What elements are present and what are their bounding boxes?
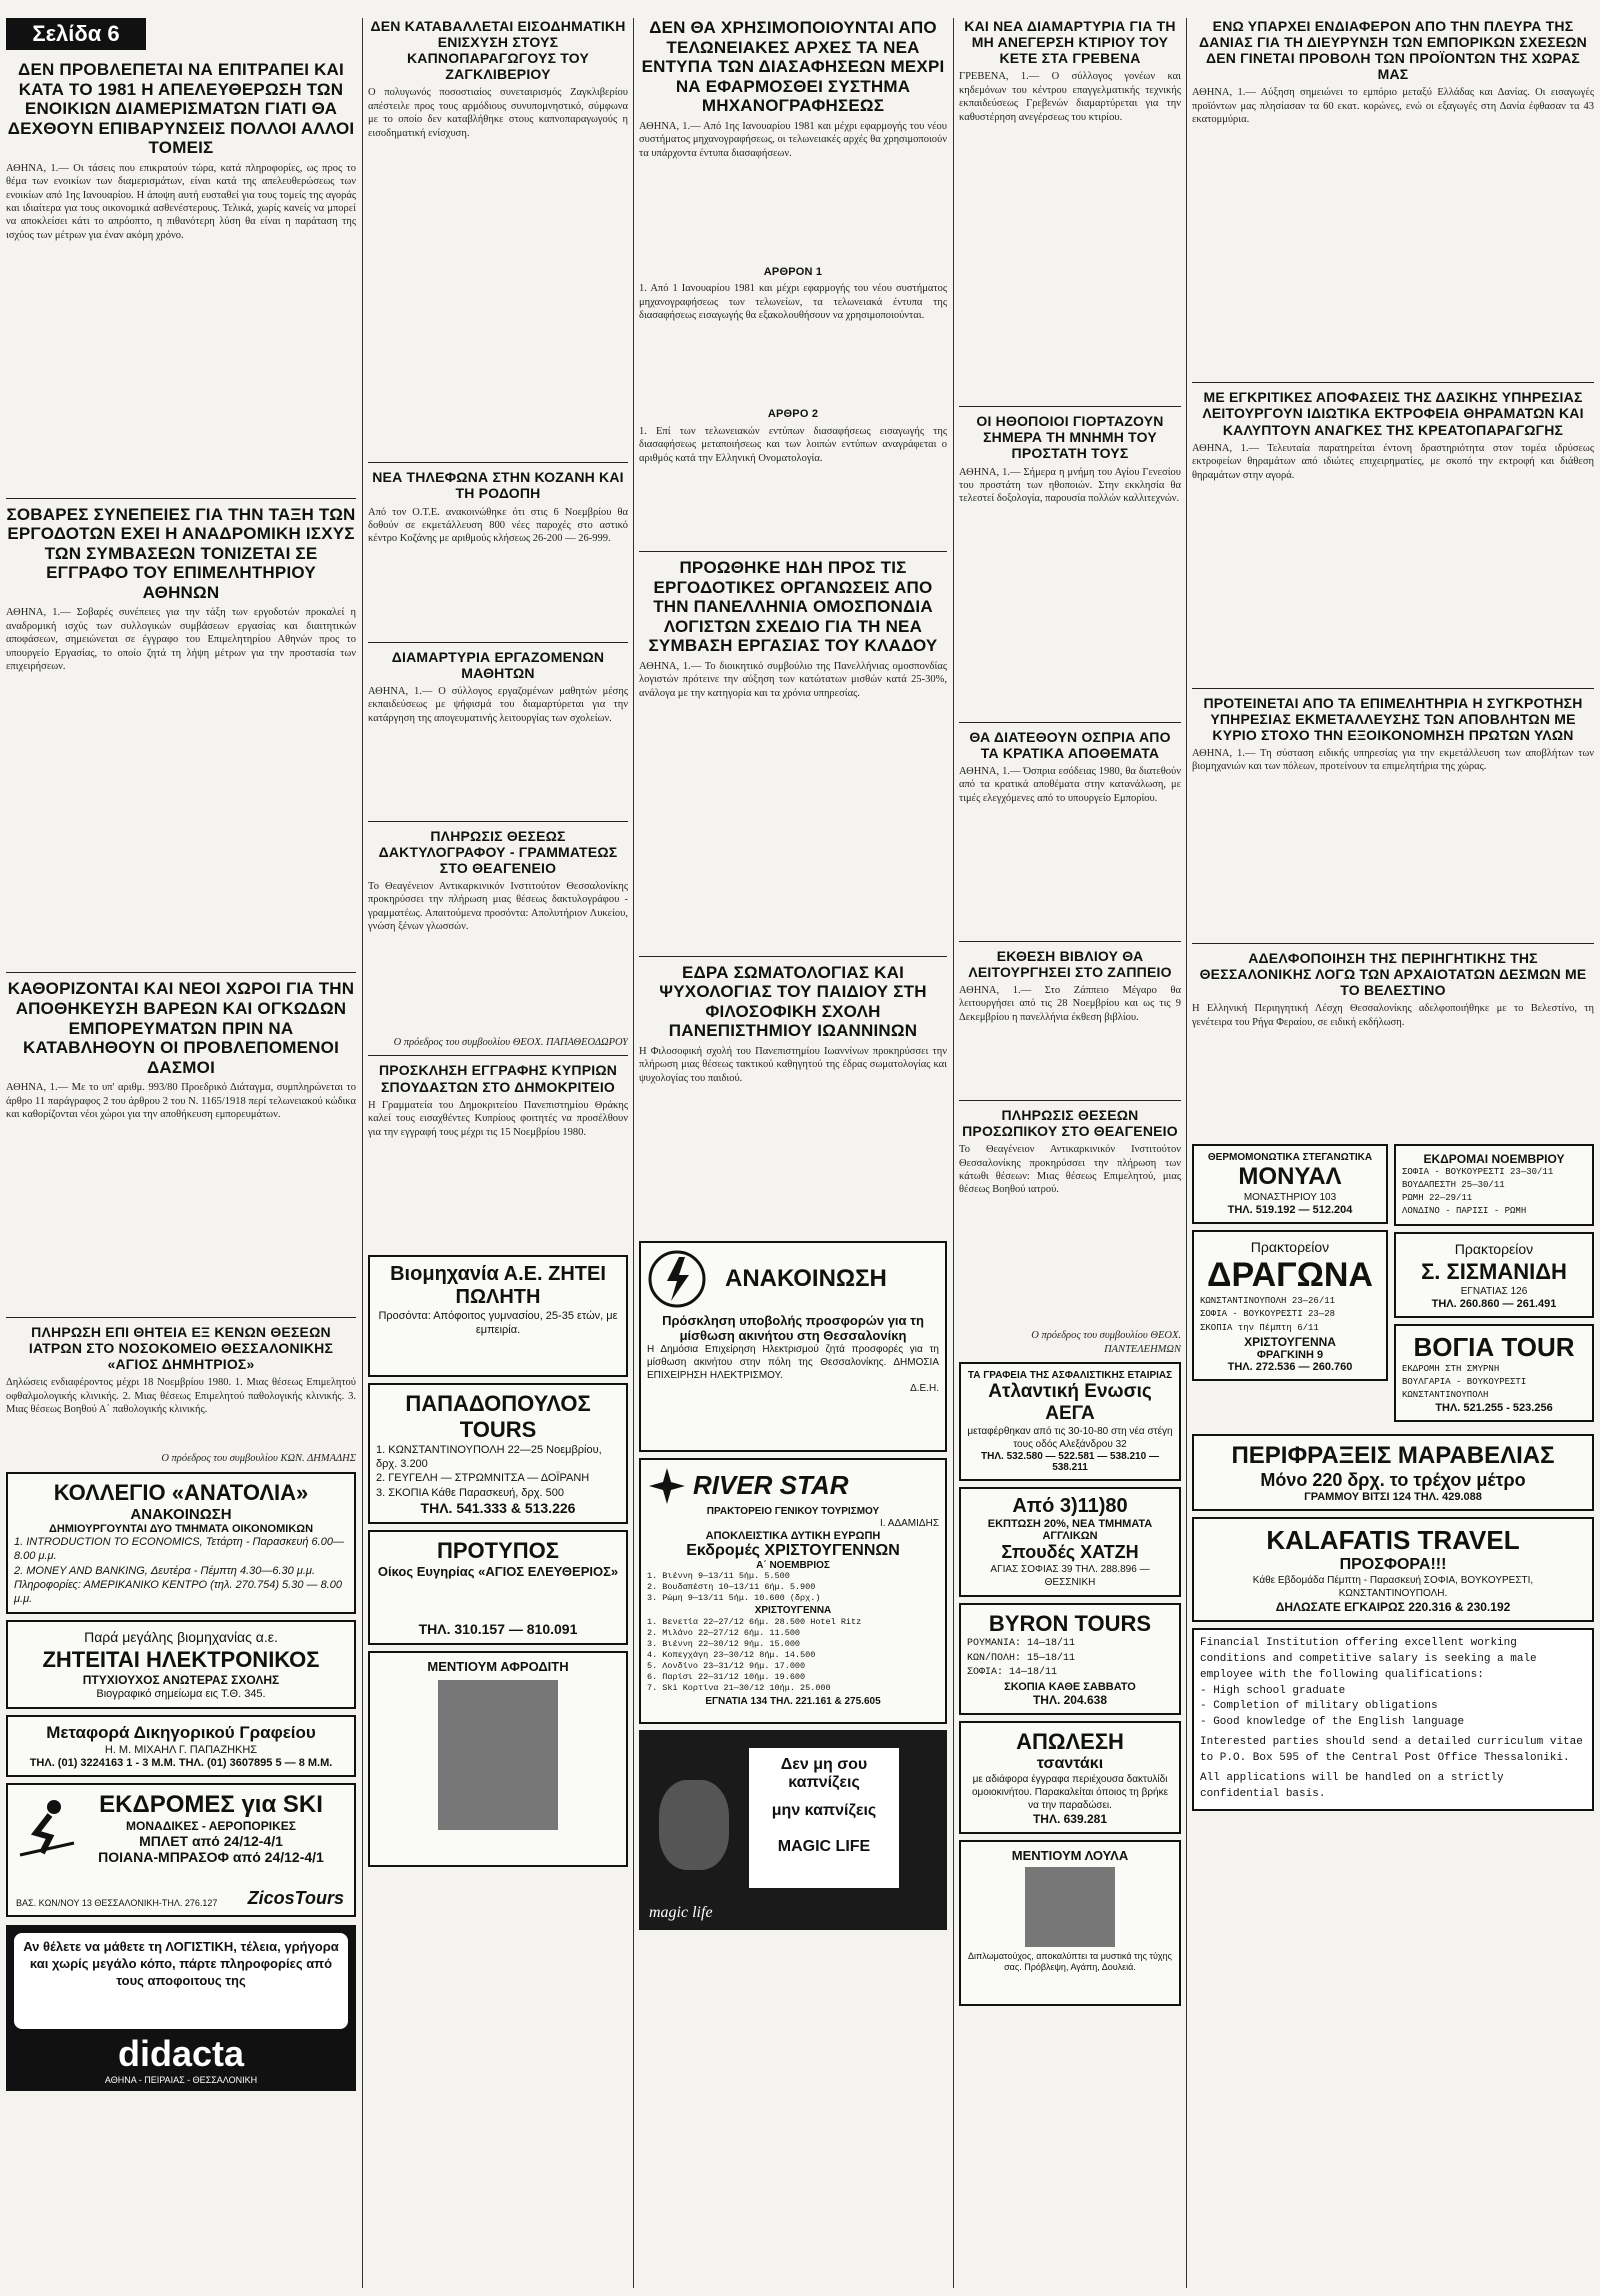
ad-subtitle: ΠΡΟΣΦΟΡΑ!!! bbox=[1339, 1555, 1447, 1573]
ad-subtitle: Πρόσκληση υποβολής προσφορών για τη μίσθωση ακινήτου στη Θεσσαλονίκη bbox=[662, 1312, 924, 1343]
ad-title: ΕΚΔΡΟΜΕΣ για SKI bbox=[99, 1791, 323, 1819]
ad-line: 2. MONEY AND BANKING, Δευτέρα - Πέμπτη 4.30—6.30 μ.μ. bbox=[14, 1564, 315, 1577]
star-icon bbox=[647, 1466, 687, 1506]
ad-header bbox=[647, 1466, 939, 1506]
ad-sismanidi bbox=[1394, 1232, 1594, 1317]
ad-text: Προσόντα: Απόφοιτος γυμνασίου, 25-35 ετών, με εμπειρία. bbox=[378, 1309, 618, 1336]
ad-title: ΚΟΛΛΕΓΙΟ «ΑΝΑΤΟΛΙΑ» bbox=[53, 1479, 309, 1505]
article-body: ΑΘΗΝΑ, 1.— Το διοικητικό συμβούλιο της Πανελλήνιας ομοσπονδίας λογιστών πρότεινε την αύξηση των κατώτατων μισθών κατά 25-30%, ανάλογα με την κατηγορία και τα χρόνια υπηρεσίας. bbox=[639, 660, 947, 699]
signature: Ο πρόεδρος του συμβουλίου ΘΕΟΧ. ΠΑΝΤΕΛΕΗΜΩΝ bbox=[1031, 1330, 1181, 1355]
ad-financial-institution bbox=[1192, 1628, 1594, 1811]
signature: Ο πρόεδρος του συμβουλίου ΚΩΝ. ΔΗΜΑΔΗΣ bbox=[161, 1453, 356, 1465]
ad-phone: ΤΗΛ. 310.157 — 810.091 bbox=[418, 1620, 578, 1637]
ad-brand: didacta bbox=[117, 2033, 245, 2075]
ad-address: ΕΓΝΑΤΙΑΣ 126 bbox=[1460, 1285, 1528, 1297]
ad-address: ΜΟΝΑΣΤΗΡΙΟΥ 103 bbox=[1243, 1192, 1337, 1204]
ad-line: - High school graduate bbox=[1200, 1684, 1346, 1697]
divider bbox=[959, 941, 1181, 942]
ad-title: ΠΕΡΙΦΡΑΞΕΙΣ ΜΑΡΑΒΕΛΙΑΣ bbox=[1231, 1441, 1555, 1469]
ad-heading: ΑΠΟΚΛΕΙΣΤΙΚΑ ΔΥΤΙΚΗ ΕΥΡΩΠΗ bbox=[705, 1529, 881, 1542]
ad-subtitle: τσαντάκι bbox=[1036, 1754, 1104, 1772]
divider bbox=[1192, 382, 1594, 383]
ad-line: ΚΩΝ/ΠΟΛΗ: 15—18/11 bbox=[967, 1652, 1076, 1664]
ad-title: ΖΗΤΕΙΤΑΙ ΗΛΕΚΤΡΟΝΙΚΟΣ bbox=[42, 1646, 320, 1672]
headline: ΚΑΙ ΝΕΑ ΔΙΑΜΑΡΤΥΡΙΑ ΓΙΑ ΤΗ ΜΗ ΑΝΕΓΕΡΣΗ ΚΤΙΡΙΟΥ ΤΟΥ ΚΕΤΕ ΣΤΑ ΓΡΕΒΕΝΑ bbox=[964, 18, 1176, 67]
ad-nursing-home bbox=[368, 1530, 628, 1645]
ad-line: ΡΩΜΗ 22—29/11 bbox=[1402, 1193, 1473, 1204]
ad-line: 7. Ski Κορτίνα 21—30/12 10ήμ. 25.000 bbox=[647, 1683, 831, 1694]
ad-monyal bbox=[1192, 1144, 1388, 1224]
ad-text: Διπλωματούχος, αποκαλύπτει τα μυστικά της τύχης σας. Πρόβλεψη, Αγάπη, Δουλειά. bbox=[968, 1950, 1172, 1973]
ad-title: Σ. ΣΙΣΜΑΝΙΔΗ bbox=[1421, 1258, 1567, 1284]
ad-line: ΒΟΥΔΑΠΕΣΤΗ 25—30/11 bbox=[1402, 1180, 1505, 1191]
headline: ΕΚΘΕΣΗ ΒΙΒΛΙΟΥ ΘΑ ΛΕΙΤΟΥΡΓΗΣΕΙ ΣΤΟ ΖΑΠΠΕΙΟ bbox=[968, 947, 1172, 980]
divider bbox=[1192, 943, 1594, 944]
ad-subtitle: ΑΝΑΚΟΙΝΩΣΗ bbox=[130, 1505, 232, 1523]
column-3 bbox=[639, 18, 947, 2288]
ad-text: μεταφέρθηκαν από τις 30-10-80 στη νέα στέγη τους οδός Αλεξάνδρου 32 bbox=[967, 1426, 1173, 1450]
divider bbox=[6, 972, 356, 973]
headline: ΔΙΑΜΑΡΤΥΡΙΑ ΕΡΓΑΖΟΜΕΝΩΝ ΜΑΘΗΤΩΝ bbox=[391, 648, 605, 681]
ad-didacta bbox=[6, 1925, 356, 2091]
headline: ΘΑ ΔΙΑΤΕΘΟΥΝ ΟΣΠΡΙΑ ΑΠΟ ΤΑ ΚΡΑΤΙΚΑ ΑΠΟΘΕΜΑΤΑ bbox=[969, 728, 1171, 761]
headline: ΠΡΟΩΘΗΚΕ ΗΔΗ ΠΡΟΣ ΤΙΣ ΕΡΓΟΔΟΤΙΚΕΣ ΟΡΓΑΝΩΣΕΙΣ ΑΠΟ ΤΗΝ ΠΑΝΕΛΛΗΝΙΑ ΟΜΟΣΠΟΝΔΙΑ ΛΟΓΙΣΤΩΝ ΣΧΕΔΙΟ ΓΙΑ ΤΗ ΝΕΑ ΣΥΜΒΑΣΗ ΕΡΓΑΣΙΑΣ ΤΟΥ ΚΛΑΔΟΥ bbox=[648, 558, 938, 656]
ad-line: 2. Μιλάνο 22—27/12 6ήμ. 11.500 bbox=[647, 1628, 801, 1639]
ad-lost-purse bbox=[959, 1721, 1181, 1834]
ad-ski-trips bbox=[6, 1783, 356, 1917]
article-body: Η Γραμματεία του Δημοκριτείου Πανεπιστημίου Θράκης καλεί τους εισαχθέντες Κυπρίους φοιτητές να προσέλθουν για την εγγραφή τους μέχρι τις 15 Νοεμβρίου 1980. bbox=[368, 1099, 628, 1138]
ad-dei-announcement bbox=[639, 1241, 947, 1452]
ad-line: ΠΟΙΑΝΑ-ΜΠΡΑΣΟΦ από 24/12-4/1 bbox=[98, 1849, 324, 1866]
ad-industry-salesman bbox=[368, 1255, 628, 1377]
ad-line: Πληροφορίες: ΑΜΕΡΙΚΑΝΙΚΟ ΚΕΝΤΡΟ (τηλ. 270.754) 5.30 — 8.00 μ.μ. bbox=[14, 1578, 342, 1606]
ad-text: All applications will be handled on a strictly confidential basis. bbox=[1200, 1772, 1504, 1801]
ad-line: 3. Ρώμη 9—13/11 5ήμ. 10.600 (δρχ.) bbox=[647, 1593, 821, 1604]
ad-col-left bbox=[1192, 1138, 1388, 1428]
divider bbox=[959, 722, 1181, 723]
ad-footer: magic life bbox=[649, 1903, 713, 1921]
article-body: ΑΘΗΝΑ, 1.— Τη σύσταση ειδικής υπηρεσίας για την εκμετάλλευση των αποβλήτων των βιομηχανιών και των πόλεων, προτείνουν τα επιμελητήρια της χώρας. bbox=[1192, 747, 1594, 773]
ad-kalafatis-travel bbox=[1192, 1517, 1594, 1622]
ad-phone: ΓΡΑΜΜΟΥ ΒΙΤΣΙ 124 ΤΗΛ. 429.088 bbox=[1304, 1490, 1482, 1503]
headline: ΣΟΒΑΡΕΣ ΣΥΝΕΠΕΙΕΣ ΓΙΑ ΤΗΝ ΤΑΞΗ ΤΩΝ ΕΡΓΟΔΟΤΩΝ ΕΧΕΙ Η ΑΝΑΔΡΟΜΙΚΗ ΙΣΧΥΣ ΤΩΝ ΣΥΜΒΑΣΕΩΝ ΤΟΝΙΖΕΤΑΙ ΣΕ ΕΓΓΡΑΦΟ ΤΟΥ ΕΠΙΜΕΛΗΤΗΡΙΟΥ ΑΘΗΝΩΝ bbox=[6, 504, 356, 602]
ad-cities: ΑΘΗΝΑ - ΠΕΙΡΑΙΑΣ - ΘΕΣΣΑΛΟΝΙΚΗ bbox=[104, 2075, 258, 2086]
ad-title: ΑΠΩΛΕΣΗ bbox=[1016, 1728, 1124, 1754]
ad-line: ΣΟΦΙΑ: 14—18/11 bbox=[967, 1667, 1058, 1678]
ad-brand: Σπουδές ΧΑΤΖΗ bbox=[1001, 1542, 1139, 1562]
article-heading: ΑΡΘΡΟΝ 1 bbox=[763, 265, 823, 278]
article-body: ΑΘΗΝΑ, 1.— Σοβαρές συνέπειες για την τάξη των εργοδοτών προκαλεί η αναδρομική ισχύς των συλλογικών συμβάσεων εργασίας και διαιτητικών αποφάσεων, σημειώνεται σε έγγραφο του Επιμελητηρίου Αθηνών προς το υπουργείο Εργασίας, το οποίο ζητά τη λήψη μέτρων για την προστασία των επιχειρήσεων. bbox=[6, 607, 356, 673]
ad-address: ΦΡΑΓΚΙΝΗ 9 bbox=[1256, 1348, 1324, 1361]
ad-line: 6. Παρίσι 22—31/12 10ήμ. 19.600 bbox=[647, 1672, 806, 1683]
ad-signature: Δ.Ε.Η. bbox=[910, 1382, 939, 1394]
ad-phone: ΤΗΛ. 639.281 bbox=[1032, 1811, 1108, 1826]
divider bbox=[6, 498, 356, 499]
headline: ΕΝΩ ΥΠΑΡΧΕΙ ΕΝΔΙΑΦΕΡΟΝ ΑΠΟ ΤΗΝ ΠΛΕΥΡΑ ΤΗΣ ΔΑΝΙΑΣ ΓΙΑ ΤΗ ΔΙΕΥΡΥΝΣΗ ΤΩΝ ΕΜΠΟΡΙΚΩΝ ΣΧΕΣΕΩΝ ΔΕΝ ΓΙΝΕΤΑΙ ΠΡΟΒΟΛΗ ΤΩΝ ΠΡΟΪΟΝΤΩΝ ΤΗΣ ΧΩΡΑΣ ΜΑΣ bbox=[1199, 18, 1587, 83]
ad-list bbox=[647, 1571, 939, 1694]
ad-phone: ΔΗΛΩΣΑΤΕ ΕΓΚΑΙΡΩΣ 220.316 & 230.192 bbox=[1275, 1599, 1511, 1614]
ad-line: ΣΚΟΠΙΑ ΚΑΘΕ ΣΑΒΒΑΤΟ bbox=[1004, 1680, 1136, 1693]
column-rule bbox=[953, 18, 954, 2288]
column-rule bbox=[633, 18, 634, 2288]
ad-subtitle: Οίκος Ευγηρίας «ΑΓΙΟΣ ΕΛΕΥΘΕΡΙΟΣ» bbox=[377, 1563, 619, 1579]
ad-pretitle: Πρακτορείον bbox=[1250, 1239, 1330, 1256]
ad-november-trips bbox=[1394, 1144, 1594, 1226]
headline: ΠΛΗΡΩΣΗ ΕΠΙ ΘΗΤΕΙΑ ΕΞ ΚΕΝΩΝ ΘΕΣΕΩΝ ΙΑΤΡΩΝ ΣΤΟ ΝΟΣΟΚΟΜΕΙΟ ΘΕΣΣΑΛΟΝΙΚΗΣ «ΑΓΙΟΣ ΔΗΜΗΤΡΙΟΣ» bbox=[28, 1324, 334, 1373]
ad-text: Κάθε Εβδομάδα Πέμπτη - Παρασκευή ΣΟΦΙΑ, ΒΟΥΚΟΥΡΕΣΤΙ, ΚΩΝΣΤΑΝΤΙΝΟΥΠΟΛΗ. bbox=[1252, 1574, 1534, 1599]
ad-law-office bbox=[6, 1715, 356, 1777]
article-heading: ΑΡΘΡΟ 2 bbox=[767, 408, 819, 421]
article-body: ΑΘΗΝΑ, 1.— Αύξηση σημειώνει το εμπόριο μεταξύ Ελλάδας και Δανίας. Οι εισαγωγές προϊόντων μας πλησίασαν τα 60 εκατ. κορώνες, ενώ οι εξαγωγές στη Δανία έφθασαν τα 43 εκατομμύρια. bbox=[1192, 87, 1594, 126]
divider bbox=[368, 1055, 628, 1056]
column-1 bbox=[6, 60, 356, 2290]
divider bbox=[959, 1100, 1181, 1101]
article-body: ΑΘΗΝΑ, 1.— Με το υπ' αριθμ. 993/80 Προεδρικό Διάταγμα, συμπληρώνεται το άρθρο 11 παράγραφος 2 του άρθρου 2 του Ν. 1165/1918 περί τελωνειακού κώδικα και καθορίζονται νέοι χώροι για την αποθήκευση εμπορευμάτων. bbox=[6, 1082, 356, 1121]
headline: ΔΕΝ ΘΑ ΧΡΗΣΙΜΟΠΟΙΟΥΝΤΑΙ ΑΠΟ ΤΕΛΩΝΕΙΑΚΕΣ ΑΡΧΕΣ ΤΑ ΝΕΑ ΕΝΤΥΠΑ ΤΩΝ ΔΙΑΣΑΦΗΣΕΩΝ ΜΕΧΡΙ ΝΑ ΕΦΑΡΜΟΣΘΕΙ ΣΥΣΤΗΜΑ ΜΗΧΑΝΟΓΡΑΦΗΣΕΩΣ bbox=[641, 18, 945, 116]
ad-line: 1. INTRODUCTION TO ECONOMICS, Τετάρτη - Παρασκευή 6.00—8.00 μ.μ. bbox=[14, 1535, 344, 1563]
ad-pretitle: ΘΕΡΜΟΜΟΝΩΤΙΚΑ ΣΤΕΓΑΝΩΤΙΚΑ bbox=[1207, 1152, 1373, 1164]
ad-title: ΑΝΑΚΟΙΝΩΣΗ bbox=[725, 1264, 887, 1292]
headline: ΚΑΘΟΡΙΖΟΝΤΑΙ ΚΑΙ ΝΕΟΙ ΧΩΡΟΙ ΓΙΑ ΤΗΝ ΑΠΟΘΗΚΕΥΣΗ ΒΑΡΕΩΝ ΚΑΙ ΟΓΚΩΔΩΝ ΕΜΠΟΡΕΥΜΑΤΩΝ ΠΡΙΝ ΝΑ ΚΑΤΑΒΛΗΘΟΥΝ ΟΙ ΠΡΟΒΛΕΠΟΜΕΝΟΙ ΔΑΣΜΟΙ bbox=[7, 979, 355, 1077]
ad-line: 2. Βουδαπέστη 10—13/11 6ήμ. 5.900 bbox=[647, 1581, 816, 1592]
ad-title: Βιομηχανία Α.Ε. ΖΗΤΕΙ ΠΩΛΗΤΗ bbox=[390, 1262, 606, 1308]
ad-vogia-tour bbox=[1394, 1324, 1594, 1422]
ad-atlantiki-enosis bbox=[959, 1362, 1181, 1481]
column-5 bbox=[1192, 18, 1594, 2288]
article-body: ΑΘΗΝΑ, 1.— Τελευταία παρατηρείται έντονη δραστηριότητα στον τομέα ιδρύσεως εκτροφείων θηραμάτων από ιδιώτες επιχειρηματίες, με σκοπό την εκτροφή και διάθεση θηραμάτων στην αγορά. bbox=[1192, 442, 1594, 481]
ad-anatolia bbox=[6, 1472, 356, 1614]
portrait-photo bbox=[438, 1680, 558, 1830]
headline: ΠΛΗΡΩΣΙΣ ΘΕΣΕΩΝ ΠΡΟΣΩΠΙΚΟΥ ΣΤΟ ΘΕΑΓΕΝΕΙΟ bbox=[962, 1106, 1178, 1140]
ad-line: ΣΚΟΠΙΑ την Πέμπτη 6/11 bbox=[1200, 1322, 1319, 1333]
ad-line: ΕΚΔΡΟΜΗ ΣΤΗ ΣΜΥΡΝΗ bbox=[1402, 1363, 1500, 1374]
ad-line: μην καπνίζεις bbox=[771, 1801, 877, 1819]
figure-image bbox=[659, 1780, 729, 1870]
ad-subtitle: ΠΡΑΚΤΟΡΕΙΟ ΓΕΝΙΚΟΥ ΤΟΥΡΙΣΜΟΥ bbox=[706, 1505, 880, 1517]
page-number-label: Σελίδα 6 bbox=[6, 18, 146, 50]
article-body: Το Θεαγένειον Αντικαρκινικόν Ινστιτούτον Θεσσαλονίκης προκηρύσσει την πλήρωση μιας θέσεως δακτυλογράφου - γραμματέως. Απαιτούμενα προσόντα: Απολυτήριον Λυκείου, γνώση ξένων γλωσσών. bbox=[368, 881, 628, 933]
ad-phone: ΤΗΛ. 541.333 & 513.226 bbox=[420, 1499, 576, 1516]
ad-header bbox=[647, 1249, 939, 1309]
divider bbox=[1192, 688, 1594, 689]
divider bbox=[368, 821, 628, 822]
ad-line: ΣΟΦΙΑ - ΒΟΥΚΟΥΡΕΣΤΙ 23—28 bbox=[1200, 1309, 1336, 1320]
ad-text: με αδιάφορα έγγραφα περιέχουσα δακτυλίδι ομοιοκινήτου. Παρακαλείται όποιος τη βρήκε να την παραδώσει. bbox=[971, 1773, 1169, 1811]
article-body: ΓΡΕΒΕΝΑ, 1.— Ο σύλλογος γονέων και κηδεμόνων του κέντρου επαγγελματικής τεχνικής εκπαιδεύσεως Γρεβενών διαμαρτύρεται για την καθυστέρηση ανεγέρσεως του κτιρίου. bbox=[959, 71, 1181, 123]
headline: ΠΡΟΣΚΛΗΣΗ ΕΓΓΡΑΦΗΣ ΚΥΠΡΙΩΝ ΣΠΟΥΔΑΣΤΩΝ ΣΤΟ ΔΗΜΟΚΡΙΤΕΙΟ bbox=[378, 1062, 618, 1095]
ad-owner: Ι. ΑΔΑΜΙΔΗΣ bbox=[880, 1517, 939, 1529]
ad-pretitle: Παρά μεγάλης βιομηχανίας α.ε. bbox=[84, 1629, 278, 1646]
ad-text: Αν θέλετε να μάθετε τη ΛΟΓΙΣΤΙΚΗ, τέλεια, γρήγορα και χωρίς μεγάλο κόπο, πάρτε πληροφορίες από τους αποφοιτους της bbox=[23, 1939, 339, 1988]
ad-subtitle: Μόνο 220 δρχ. το τρέχον μέτρο bbox=[1260, 1469, 1526, 1490]
ad-line: 1. Βιέννη 9—13/11 5ήμ. 5.500 bbox=[647, 1570, 790, 1581]
headline: ΟΙ ΗΘΟΠΟΙΟΙ ΓΙΟΡΤΑΖΟΥΝ ΣΗΜΕΡΑ ΤΗ ΜΝΗΜΗ ΤΟΥ ΠΡΟΣΤΑΤΗ ΤΟΥΣ bbox=[976, 413, 1164, 462]
article-body: ΑΘΗΝΑ, 1.— Όσπρια εσόδειας 1980, θα διατεθούν από τα κρατικά αποθέματα στην κατανάλωση, με τιμές ελεγχόμενες από το υπουργείο Εμπορίου. bbox=[959, 765, 1181, 804]
article-body: 1. Από 1 Ιανουαρίου 1981 και μέχρι εφαρμογής του νέου συστήματος μηχανογραφήσεως των τελωνείων, τα τελωνειακά έντυπα της διασαφήσεως εισαγωγής θα εξακολουθήσουν να χρησιμοποιούνται. bbox=[639, 283, 947, 322]
ad-river-star bbox=[639, 1458, 947, 1724]
article-body: Δηλώσεις ενδιαφέροντος μέχρι 18 Νοεμβρίου 1980. 1. Μιας θέσεως Επιμελητού οφθαλμολογικής κλινικής. 2. Μιας θέσεως Επιμελητού παθολογικής κλινικής. 3. Μιας θέσεως Βοηθού Α΄ παθολογικής κλινικής. bbox=[6, 1377, 356, 1416]
dei-logo-icon bbox=[647, 1249, 707, 1309]
ad-line: Δεν μη σου καπνίζεις bbox=[780, 1755, 868, 1791]
column-rule bbox=[1186, 18, 1187, 2288]
article-body: Το Θεαγένειον Αντικαρκινικόν Ινστιτούτον Θεσσαλονίκης προκηρύσσει την πλήρωση των κάτωθι θέσεων: Μιας θέσεως Επιμελητού, μιας θέσεως Βοηθού ιατρού. bbox=[959, 1144, 1181, 1196]
ad-brand: MAGIC LIFE bbox=[777, 1837, 871, 1855]
ad-brand: Ατλαντική Ενωσις ΑΕΓΑ bbox=[988, 1381, 1152, 1424]
portrait-photo bbox=[1025, 1867, 1115, 1947]
article-body: Ο πολυγωνός ποσοστιαίος συνεταιρισμός Ζαγκλιβερίου απέστειλε προς τους αρμόδιους συνυπομνηστικό, σύμφωνα με το οποίο δεν καταβλήθηκε στους καπνοπαραγωγούς η εισοδηματική ενίσχυση. bbox=[368, 87, 628, 139]
ad-text: Financial Institution offering excellent working conditions and competitive salary is seeking a male employee with the following qualifications: bbox=[1200, 1636, 1537, 1681]
ad-text: Interested parties should send a detailed curriculum vitae to P.O. Box 595 of the Central Post Office Thessaloniki. bbox=[1200, 1736, 1583, 1765]
headline: ΠΛΗΡΩΣΙΣ ΘΕΣΕΩΣ ΔΑΚΤΥΛΟΓΡΑΦΟΥ - ΓΡΑΜΜΑΤΕΩΣ ΣΤΟ ΘΕΑΓΕΝΕΙΟ bbox=[378, 827, 618, 876]
ad-phone: ΤΗΛ. 204.638 bbox=[1032, 1692, 1108, 1707]
ad-line: ΚΩΝΣΤΑΝΤΙΝΟΥΠΟΛΗ bbox=[1402, 1389, 1489, 1400]
ad-line: - Good knowledge of the English language bbox=[1200, 1716, 1465, 1729]
ad-electronics bbox=[6, 1620, 356, 1708]
headline: ΔΕΝ ΠΡΟΒΛΕΠΕΤΑΙ ΝΑ ΕΠΙΤΡΑΠΕΙ ΚΑΙ ΚΑΤΑ ΤΟ 1981 Η ΑΠΕΛΕΥΘΕΡΩΣΗ ΤΩΝ ΕΝΟΙΚΙΩΝ ΔΙΑΜΕΡΙΣΜΑΤΩΝ ΓΙΑΤΙ ΘΑ ΔΕΧΘΟΥΝ ΕΠΙΒΑΡΥΝΣΕΙΣ ΠΟΛΛΟΙ ΑΛΛΟΙ ΤΟΜΕΙΣ bbox=[7, 60, 355, 158]
ad-bubble bbox=[14, 1933, 348, 2029]
headline: ΜΕ ΕΓΚΡΙΤΙΚΕΣ ΑΠΟΦΑΣΕΙΣ ΤΗΣ ΔΑΣΙΚΗΣ ΥΠΗΡΕΣΙΑΣ ΛΕΙΤΟΥΡΓΟΥΝ ΙΔΙΩΤΙΚΑ ΕΚΤΡΟΦΕΙΑ ΘΗΡΑΜΑΤΩΝ ΚΑΙ ΚΑΛΥΠΤΟΥΝ ΑΝΑΓΚΕΣ ΤΗΣ ΚΡΕΑΤΟΠΑΡΑΓΩΓΗΣ bbox=[1202, 389, 1584, 438]
ad-title: Μεταφορά Δικηγορικού Γραφείου bbox=[46, 1722, 316, 1742]
ad-grid bbox=[1192, 1138, 1594, 1428]
ad-byron-tours bbox=[959, 1603, 1181, 1715]
ad-title: BYRON TOURS bbox=[988, 1611, 1152, 1636]
divider bbox=[368, 642, 628, 643]
ad-text: Η Δημόσια Επιχείρηση Ηλεκτρισμού ζητά προσφορές για τη μίσθωση ακινήτου στην πόλη της Θεσσαλονίκης. ΔΗΜΟΣΙΑ ΕΠΙΧΕΙΡΗΣΗ ΗΛΕΚΤΡΙΣΜΟΥ. bbox=[647, 1343, 939, 1381]
headline: ΕΔΡΑ ΣΩΜΑΤΟΛΟΓΙΑΣ ΚΑΙ ΨΥΧΟΛΟΓΙΑΣ ΤΟΥ ΠΑΙΔΙΟΥ ΣΤΗ ΦΙΛΟΣΟΦΙΚΗ ΣΧΟΛΗ ΠΑΝΕΠΙΣΤΗΜΙΟΥ ΙΩΑΝΝΙΝΩΝ bbox=[659, 962, 927, 1041]
ad-title: ΠΑΠΑΔΟΠΟΥΛΟΣ TOURS bbox=[405, 1390, 591, 1442]
ad-dragona bbox=[1192, 1230, 1388, 1380]
article-body: Από τον Ο.Τ.Ε. ανακοινώθηκε ότι στις 6 Νοεμβρίου θα δοθούν σε εκμετάλλευση 800 νέες παροχές στο αστικό κέντρο Κοζάνης με αριθμούς κλήσεως 26-200 — 26-999. bbox=[368, 506, 628, 545]
ad-title: Από 3)11)80 bbox=[1012, 1495, 1128, 1517]
ad-line: - Completion of military obligations bbox=[1200, 1700, 1438, 1713]
divider bbox=[368, 462, 628, 463]
ad-pretitle: ΤΑ ΓΡΑΦΕΙΑ ΤΗΣ ΑΣΦΑΛΙΣΤΙΚΗΣ ΕΤΑΙΡΙΑΣ bbox=[967, 1370, 1173, 1381]
ad-line: 2. ΓΕΥΓΕΛΗ — ΣΤΡΩΜΝΙΤΣΑ — ΔΟΪΡΑΝΗ bbox=[376, 1472, 590, 1485]
ad-line: ΣΟΦΙΑ - ΒΟΥΚΟΥΡΕΣΤΙ 23—30/11 bbox=[1402, 1167, 1554, 1178]
article-body: ΑΘΗΝΑ, 1.— Ο σύλλογος εργαζομένων μαθητών μέσης εκπαιδεύσεως με ψήφισμά του διαμαρτύρεται για την κατάργηση της απογευματινής λειτουργίας των σχολείων. bbox=[368, 685, 628, 724]
divider bbox=[959, 406, 1181, 407]
ad-spoudes-hatzi bbox=[959, 1487, 1181, 1597]
ad-name: Η. Μ. ΜΙΧΑΗΛ Γ. ΠΑΠΑΖΗΚΗΣ bbox=[104, 1743, 258, 1756]
ad-title: ΠΡΟΤΥΠΟΣ bbox=[437, 1537, 559, 1563]
ad-text: Βιογραφικό σημείωμα εις Τ.Θ. 345. bbox=[96, 1687, 266, 1700]
ad-address: ΕΓΝΑΤΙΑ 134 ΤΗΛ. 221.161 & 275.605 bbox=[705, 1696, 881, 1708]
ad-phone: ΤΗΛ. 519.192 — 512.204 bbox=[1227, 1204, 1353, 1217]
column-2 bbox=[368, 18, 628, 2288]
divider bbox=[6, 1317, 356, 1318]
ad-title: ΜΟΝΥΑΛ bbox=[1238, 1163, 1342, 1191]
ad-heading: ΧΡΙΣΤΟΥΓΕΝΝΑ bbox=[754, 1605, 832, 1617]
ad-phone: ΤΗΛ. 272.536 — 260.760 bbox=[1227, 1360, 1353, 1373]
ad-col-right bbox=[1394, 1138, 1594, 1428]
ad-medium-loula bbox=[959, 1840, 1181, 2006]
ad-line: ΛΟΝΔΙΝΟ - ΠΑΡΙΣΙ - ΡΩΜΗ bbox=[1402, 1206, 1527, 1217]
ad-subtitle: ΠΤΥΧΙΟΥΧΟΣ ΑΝΩΤΕΡΑΣ ΣΧΟΛΗΣ bbox=[82, 1672, 280, 1687]
article-body: Η Φιλοσοφική σχολή του Πανεπιστημίου Ιωαννίνων προκηρύσσει την πλήρωση μιας θέσεως τακτικού καθηγητού της έδρας σωματολογίας και ψυχολογίας του παιδιού. bbox=[639, 1045, 947, 1084]
ad-subtitle: ΔΗΜΙΟΥΡΓΟΥΝΤΑΙ ΔΥΟ ΤΜΗΜΑΤΑ ΟΙΚΟΝΟΜΙΚΩΝ bbox=[48, 1522, 314, 1535]
ad-phone: ΤΗΛ. 260.860 — 261.491 bbox=[1431, 1297, 1557, 1310]
ad-title: KALAFATIS TRAVEL bbox=[1266, 1524, 1520, 1555]
ad-papadopoulos-tours bbox=[368, 1383, 628, 1524]
ad-subtitle: ΕΚΠΤΩΣΗ 20%, ΝΕΑ ΤΜΗΜΑΤΑ ΑΓΓΛΙΚΩΝ bbox=[987, 1518, 1153, 1542]
ad-line: ΚΩΝΣΤΑΝΤΙΝΟΥΠΟΛΗ 23—26/11 bbox=[1200, 1296, 1336, 1307]
article-body: Η Ελληνική Περιηγητική Λέσχη Θεσσαλονίκης αδελφοποιήθηκε με το Βελεστίνο, τη γενέτειρα του Ρήγα Φεραίου, σε ειδική εκδήλωση. bbox=[1192, 1003, 1594, 1028]
ad-line: 3. ΣΚΟΠΙΑ Κάθε Παρασκευή, δρχ. 500 bbox=[376, 1486, 564, 1499]
ad-title: ΔΡΑΓΩΝΑ bbox=[1207, 1256, 1373, 1295]
ad-text-panel bbox=[749, 1748, 899, 1888]
ad-line: 1. Βενετία 22—27/12 6ήμ. 28.500 Hotel Ritz bbox=[647, 1617, 862, 1628]
ad-magic-life bbox=[639, 1730, 947, 1930]
article-body: ΑΘΗΝΑ, 1.— Οι τάσεις που επικρατούν τώρα, κατά πληροφορίες, ως προς το θέμα των ενοικίων των διαμερισμάτων, είναι κατά της απελευθερώσεως των ενοικίων από 1ης Ιανουαρίου. Η άποψη αυτή ευσταθεί για τους τομείς της αγοράς και ιδιαίτερα για τους οικονομικά ασθενέστερους. Τελικά, χωρίς κανείς να μπορεί να αποκλείσει κάτι το απρόοπτο, η πιθανότερη λύση θα είναι η παράταση της ισχύος των μέτρων για έναν ακόμη χρόνο. bbox=[6, 162, 356, 241]
skier-icon bbox=[16, 1797, 78, 1859]
ad-title: ΜΕΝΤΙΟΥΜ ΛΟΥΛΑ bbox=[1011, 1847, 1129, 1863]
ad-line: 1. ΚΩΝΣΤΑΝΤΙΝΟΥΠΟΛΗ 22—25 Νοεμβρίου, δρχ. 3.200 bbox=[376, 1443, 602, 1470]
article-body: ΑΘΗΝΑ, 1.— Στο Ζάππειο Μέγαρο θα λειτουργήσει από τις 28 Νοεμβρίου και ως τις 9 Δεκεμβρίου η πανελλήνια έκθεση βιβλίου. bbox=[959, 984, 1181, 1023]
ad-line: ΜΠΛΕΤ από 24/12-4/1 bbox=[139, 1833, 283, 1850]
ad-title: ΕΚΔΡΟΜΑΙ ΝΟΕΜΒΡΙΟΥ bbox=[1423, 1152, 1565, 1167]
ad-phone: ΤΗΛ. (01) 3224163 1 - 3 Μ.Μ. ΤΗΛ. (01) 3607895 5 — 8 Μ.Μ. bbox=[29, 1757, 333, 1770]
headline: ΠΡΟΤΕΙΝΕΤΑΙ ΑΠΟ ΤΑ ΕΠΙΜΕΛΗΤΗΡΙΑ Η ΣΥΓΚΡΟΤΗΣΗ ΥΠΗΡΕΣΙΑΣ ΕΚΜΕΤΑΛΛΕΥΣΗΣ ΤΩΝ ΑΠΟΒΛΗΤΩΝ ΜΕ ΚΥΡΙΟ ΣΤΟΧΟ ΤΗΝ ΕΞΟΙΚΟΝΟΜΗΣΗ ΠΡΩΤΩΝ ΥΛΩΝ bbox=[1203, 694, 1583, 743]
headline: ΝΕΑ ΤΗΛΕΦΩΝΑ ΣΤΗΝ ΚΟΖΑΝΗ ΚΑΙ ΤΗ ΡΟΔΟΠΗ bbox=[372, 469, 624, 502]
ad-address: ΒΑΣ. ΚΩΝ/ΝΟΥ 13 ΘΕΣΣΑΛΟΝΙΚΗ-ΤΗΛ. 276.127 bbox=[16, 1897, 218, 1908]
ad-title: ΒΟΓΙΑ TOUR bbox=[1413, 1331, 1575, 1362]
ad-month: Α΄ ΝΟΕΜΒΡΙΟΣ bbox=[756, 1559, 830, 1571]
ad-phone: ΤΗΛ. 521.255 - 523.256 bbox=[1435, 1401, 1553, 1414]
article-body: ΑΘΗΝΑ, 1.— Σήμερα η μνήμη του Αγίου Γενεσίου του προστάτη των ηθοποιών. Στην εκκλησία θα τελεστεί δοξολογία, παρουσία πολλών καλλιτεχνών. bbox=[959, 466, 1181, 505]
article-body: 1. Επί των τελωνειακών εντύπων διασαφήσεως εισαγωγής της διασαφήσεως μεταποιήσεως και των λοιπών εντύπων αναγράφεται ο αριθμός κατά την Ελληνική Ονοματολογία. bbox=[639, 426, 947, 464]
ad-line: ΡΟΥΜΑΝΙΑ: 14—18/11 bbox=[967, 1638, 1076, 1649]
ad-medium-afroditi bbox=[368, 1651, 628, 1867]
ad-address: ΑΓΙΑΣ ΣΟΦΙΑΣ 39 ΤΗΛ. 288.896 — ΘΕΣΣΝΙΚΗ bbox=[990, 1564, 1150, 1588]
ad-heading: Εκδρομές ΧΡΙΣΤΟΥΓΕΝΝΩΝ bbox=[686, 1541, 900, 1559]
ad-maravelias bbox=[1192, 1434, 1594, 1511]
ad-phone: ΤΗΛ. 532.580 — 522.581 — 538.210 — 538.211 bbox=[981, 1451, 1159, 1473]
ad-line: 5. Λονδίνο 23—31/12 9ήμ. 17.000 bbox=[647, 1661, 806, 1672]
ad-subtitle: ΜΟΝΑΔΙΚΕΣ - ΑΕΡΟΠΟΡΙΚΕΣ bbox=[126, 1819, 296, 1834]
article-body: ΑΘΗΝΑ, 1.— Από 1ης Ιανουαρίου 1981 και μέχρι εφαρμογής του νέου συστήματος μηχανογραφήσεως, οι τελωνειακές αρχές θα χρησιμοποιούν τα υπάρχοντα έντυπα διασαφήσεων. bbox=[639, 120, 947, 159]
divider bbox=[639, 551, 947, 552]
signature: Ο πρόεδρος του συμβουλίου ΘΕΟΧ. ΠΑΠΑΘΕΟΔΩΡΟΥ bbox=[393, 1037, 628, 1049]
divider bbox=[639, 956, 947, 957]
ad-line: ΧΡΙΣΤΟΥΓΕΝΝΑ bbox=[1244, 1334, 1336, 1349]
ad-line: 4. Κοπεγχάγη 23—30/12 8ήμ. 14.500 bbox=[647, 1650, 816, 1661]
ad-line: 3. Βιέννη 22—30/12 9ήμ. 15.000 bbox=[647, 1639, 801, 1650]
ad-brand: ZicosTours bbox=[247, 1888, 344, 1909]
column-rule bbox=[362, 18, 363, 2288]
ad-title: ΜΕΝΤΙΟΥΜ ΑΦΡΟΔΙΤΗ bbox=[427, 1658, 569, 1674]
ad-pretitle: Πρακτορείον bbox=[1454, 1241, 1534, 1258]
ad-line: ΒΟΥΛΓΑΡΙΑ - ΒΟΥΚΟΥΡΕΣΤΙ bbox=[1402, 1376, 1527, 1387]
ad-brand: RIVER STAR bbox=[693, 1470, 849, 1501]
column-4 bbox=[959, 18, 1181, 2288]
headline: ΔΕΝ ΚΑΤΑΒΑΛΛΕΤΑΙ ΕΙΣΟΔΗΜΑΤΙΚΗ ΕΝΙΣΧΥΣΗ ΣΤΟΥΣ ΚΑΠΝΟΠΑΡΑΓΩΓΟΥΣ ΤΟΥ ΖΑΓΚΛΙΒΕΡΙΟΥ bbox=[370, 18, 626, 83]
headline: ΑΔΕΛΦΟΠΟΙΗΣΗ ΤΗΣ ΠΕΡΙΗΓΗΤΙΚΗΣ ΤΗΣ ΘΕΣΣΑΛΟΝΙΚΗΣ ΛΟΓΩ ΤΩΝ ΑΡΧΑΙΟΤΑΤΩΝ ΔΕΣΜΩΝ ΜΕ ΤΟ ΒΕΛΕΣΤΙΝΟ bbox=[1199, 949, 1587, 999]
